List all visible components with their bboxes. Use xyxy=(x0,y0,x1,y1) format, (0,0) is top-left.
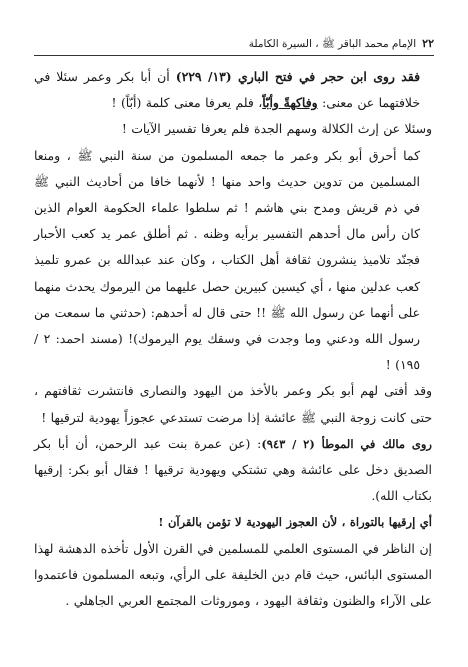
paragraph-4: وقد أفتى لهم أبو بكر وعمر بالأخذ من اليهود والنصارى فانتشرت ثقافتهم ، حتى كانت زوجة النبي ﷺ عائشة إذا مرضت تستدعي عجوزاً يهودية لترقيها ! xyxy=(34,383,432,425)
citation-muwatta: روى مالك في الموطأ (٢ / ٩٤٣) xyxy=(261,436,432,451)
quranic-quote: وفاكهةً وأبّاً xyxy=(262,95,318,111)
paragraph-3: كما أحرق أبو بكر وعمر ما جمعه المسلمون من سنة النبي ﷺ ، ومنعا المسلمين من تدوين حديث واحد منها ! لأنهما خافا من أحاديث النبي ﷺ في ذم قريش ومدح بني هاشم ! ثم سلطوا علماء الحكومة العوام الذين كان رأس مال أحدهم التفسير برأيه وظنه . ثم أطلق عمر يد كعب الأحبار فجنّد تلاميذ ينشرون ثقافة أهل الكتاب ، وكان عند عبدالله بن عمرو تلميذ كعب عدلين منها ، أي كيسين كبيرين حصل عليهما من اليرموك يحدث منهما على أنهما عن رسول الله ﷺ !! حتى قال له أحدهم: (حدثني ما سمعت من رسول الله ودعني وما وجدت في وسقك يوم اليرموك)! (مسند احمد: ٢ / ١٩٥) ! xyxy=(34,147,420,373)
paragraph-1: فقد روى ابن حجر في فتح الباري (١٣/ ٢٢٩) أن أبا بكر وعمر سئلا في خلافتهما عن معنى: وفاكهةً وأبّاً، فلم يعرفا معنى كلمة (أبّاً) ! xyxy=(34,69,420,111)
paragraph-2: وسئلا عن إرث الكلالة وسهم الجدة فلم يعرفا تفسير الآيات ! xyxy=(121,121,432,137)
body-text xyxy=(34,64,432,614)
header-divider xyxy=(34,55,434,56)
paragraph-7: إن الناظر في المستوى العلمي للمسلمين في القرن الأول تأخذه الدهشة لهذا المستوى البائس، حيث قام دين الخليفة على الرأي، وتبعه المسلمون فاعتمدوا على الآراء والظنون وثقافة اليهود ، وموروثات المجتمع العربي الجاهلي . xyxy=(34,540,432,609)
page-header xyxy=(34,36,434,52)
running-title: الإمام محمد الباقر ﷺ ، السيرة الكاملة xyxy=(248,38,417,50)
paragraph-6: أي إرقيها بالتوراة ، لأن العجوز اليهودية لا تؤمن بالقرآن ! xyxy=(158,515,432,530)
paragraph-5: روى مالك في الموطأ (٢ / ٩٤٣): (عن عمرة بنت عبد الرحمن، أن أبا بكر الصديق دخل على عائشة وهي تشتكي ويهودية ترقيها ! فقال أبو بكر: إرقيها بكتاب الله). xyxy=(34,435,432,504)
citation-fath-al-bari: فقد روى ابن حجر في فتح الباري (١٣/ ٢٢٩) xyxy=(175,69,420,84)
page-number: ٢٢ xyxy=(422,37,434,50)
